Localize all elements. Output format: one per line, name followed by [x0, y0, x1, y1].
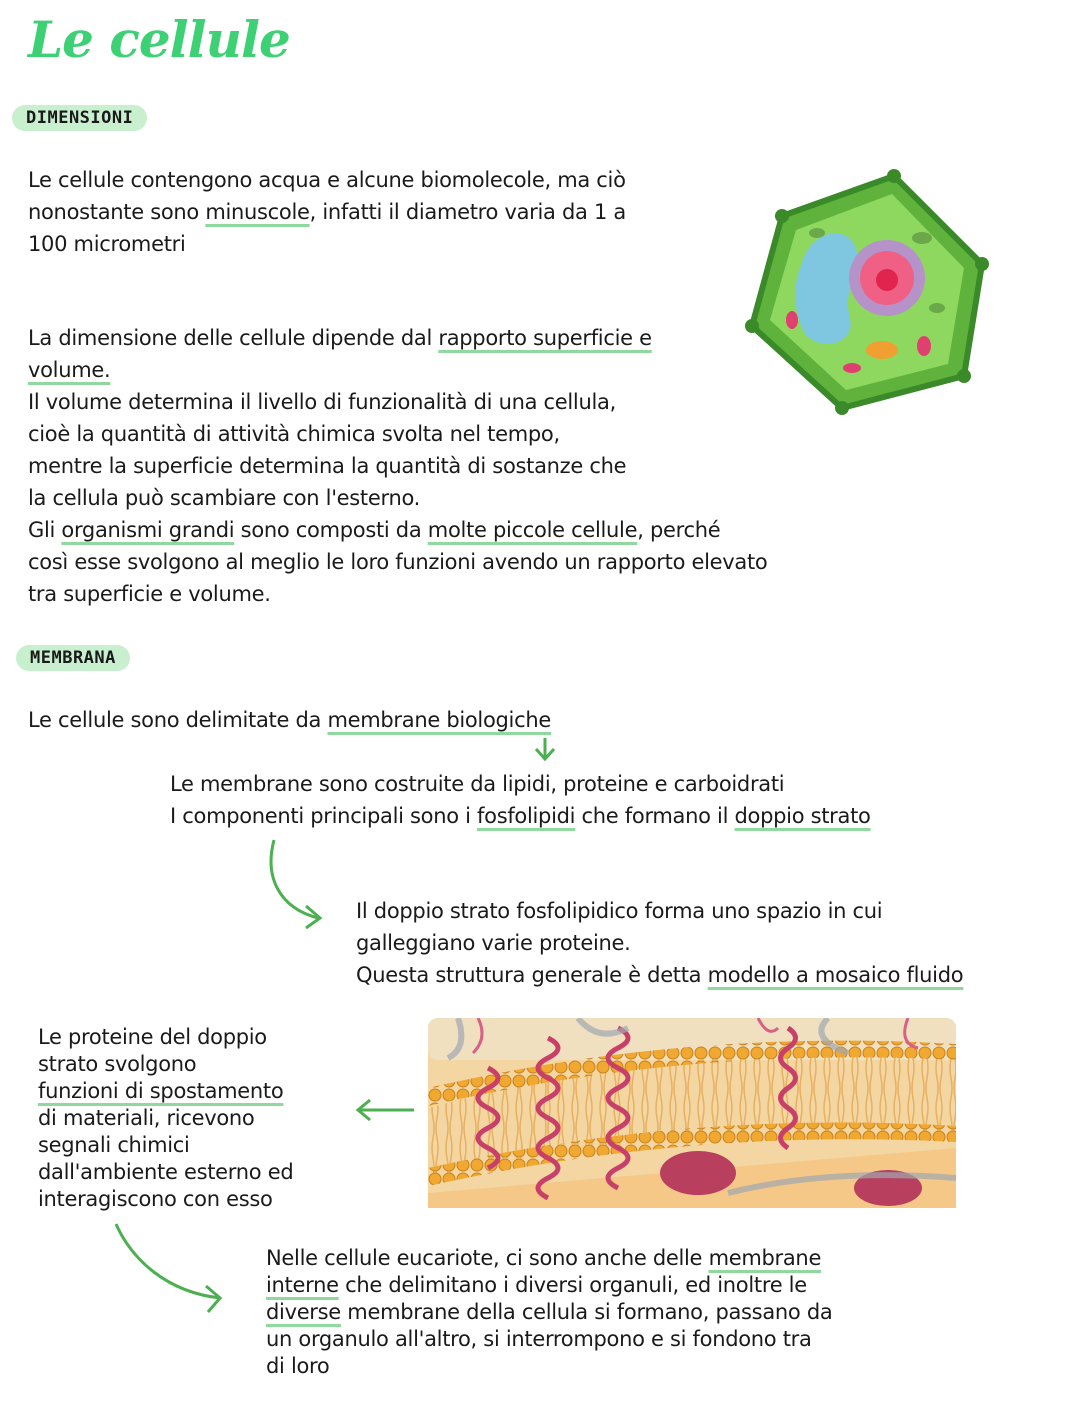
membrana-paragraph-3: [356, 895, 963, 991]
text-line: Le proteine del doppio: [38, 1025, 267, 1049]
plant-cell-illustration: [742, 168, 992, 418]
text-line: [28, 322, 767, 354]
text-line: così esse svolgono al meglio le loro funzioni avendo un rapporto elevato: [28, 550, 768, 574]
text-line: [28, 354, 767, 386]
text-line: Le cellule contengono acqua e alcune biomolecole, ma ciò: [28, 168, 626, 192]
text-span: Nelle cellule eucariote, ci sono anche delle: [266, 1246, 709, 1270]
text-line: tra superficie e volume.: [28, 582, 271, 606]
curved-arrow-icon: [262, 838, 332, 930]
text-line: [28, 196, 626, 228]
highlight-membrane-biologiche: membrane biologiche: [327, 708, 551, 732]
text-line: segnali chimici: [38, 1133, 190, 1157]
section-label-dimensioni: DIMENSIONI: [12, 105, 147, 131]
fluid-mosaic-membrane-illustration: [428, 1018, 956, 1208]
text-line: 100 micrometri: [28, 232, 186, 256]
dimensioni-paragraph-2: [28, 322, 767, 610]
membrana-paragraph-1: [28, 704, 551, 736]
text-span: che delimitano i diversi organuli, ed inoltre le: [338, 1273, 807, 1297]
highlight-modello-mosaico-fluido: modello a mosaico fluido: [707, 963, 964, 987]
highlight-interne: interne: [266, 1273, 339, 1297]
text-line: [266, 1245, 832, 1272]
text-line: Le membrane sono costruite da lipidi, proteine e carboidrati: [170, 772, 785, 796]
highlight-fosfolipidi: fosfolipidi: [477, 804, 576, 828]
arrow-left-icon: [352, 1096, 418, 1124]
text-line: la cellula può scambiare con l'esterno.: [28, 486, 421, 510]
highlight-minuscole: minuscole: [205, 200, 310, 224]
page-title: Le cellule: [28, 10, 290, 69]
text-line: [356, 959, 963, 991]
membrana-paragraph-4: [38, 1024, 293, 1213]
highlight-molte-piccole-cellule: molte piccole cellule: [427, 518, 638, 542]
text-span: Gli: [28, 518, 62, 542]
text-line: [28, 704, 551, 736]
text-line: un organulo all'altro, si interrompono e si fondono tra: [266, 1327, 812, 1351]
text-span: , infatti il diametro varia da 1 a: [309, 200, 626, 224]
highlight-doppio-strato: doppio strato: [734, 804, 871, 828]
text-span: che formano il: [575, 804, 735, 828]
text-span: membrane della cellula si formano, passano da: [340, 1300, 833, 1324]
text-span: Le cellule sono delimitate da: [28, 708, 328, 732]
text-line: di loro: [266, 1354, 330, 1378]
text-line: di materiali, ricevono: [38, 1106, 255, 1130]
text-line: galleggiano varie proteine.: [356, 931, 631, 955]
membrana-paragraph-5: [266, 1245, 832, 1380]
text-span: I componenti principali sono i: [170, 804, 478, 828]
text-span: La dimensione delle cellule dipende dal: [28, 326, 439, 350]
text-span: nonostante sono: [28, 200, 206, 224]
text-line: [28, 514, 767, 546]
section-label-membrana: MEMBRANA: [16, 645, 130, 671]
dimensioni-paragraph-1: [28, 164, 626, 260]
highlight-funzioni-spostamento: funzioni di spostamento: [38, 1079, 284, 1103]
highlight-organismi-grandi: organismi grandi: [61, 518, 235, 542]
text-span: Questa struttura generale è detta: [356, 963, 708, 987]
text-line: [170, 800, 871, 832]
arrow-down-icon: [532, 736, 558, 764]
membrana-paragraph-2: [170, 768, 871, 832]
text-line: [38, 1078, 293, 1105]
text-line: strato svolgono: [38, 1052, 197, 1076]
text-line: [266, 1299, 832, 1326]
highlight-diverse: diverse: [266, 1300, 341, 1324]
text-span: sono composti da: [234, 518, 428, 542]
text-line: Il doppio strato fosfolipidico forma uno spazio in cui: [356, 899, 883, 923]
text-line: interagiscono con esso: [38, 1187, 273, 1211]
text-line: dall'ambiente esterno ed: [38, 1160, 294, 1184]
highlight-rapporto: rapporto superficie e: [438, 326, 652, 350]
text-line: mentre la superficie determina la quantità di sostanze che: [28, 454, 627, 478]
text-span: , perché: [637, 518, 721, 542]
text-line: cioè la quantità di attività chimica svolta nel tempo,: [28, 422, 560, 446]
text-line: [266, 1272, 832, 1299]
curved-arrow-icon: [112, 1220, 230, 1316]
text-line: Il volume determina il livello di funzionalità di una cellula,: [28, 390, 616, 414]
highlight-membrane-interne: membrane: [708, 1246, 822, 1270]
highlight-volume: volume.: [28, 358, 111, 382]
